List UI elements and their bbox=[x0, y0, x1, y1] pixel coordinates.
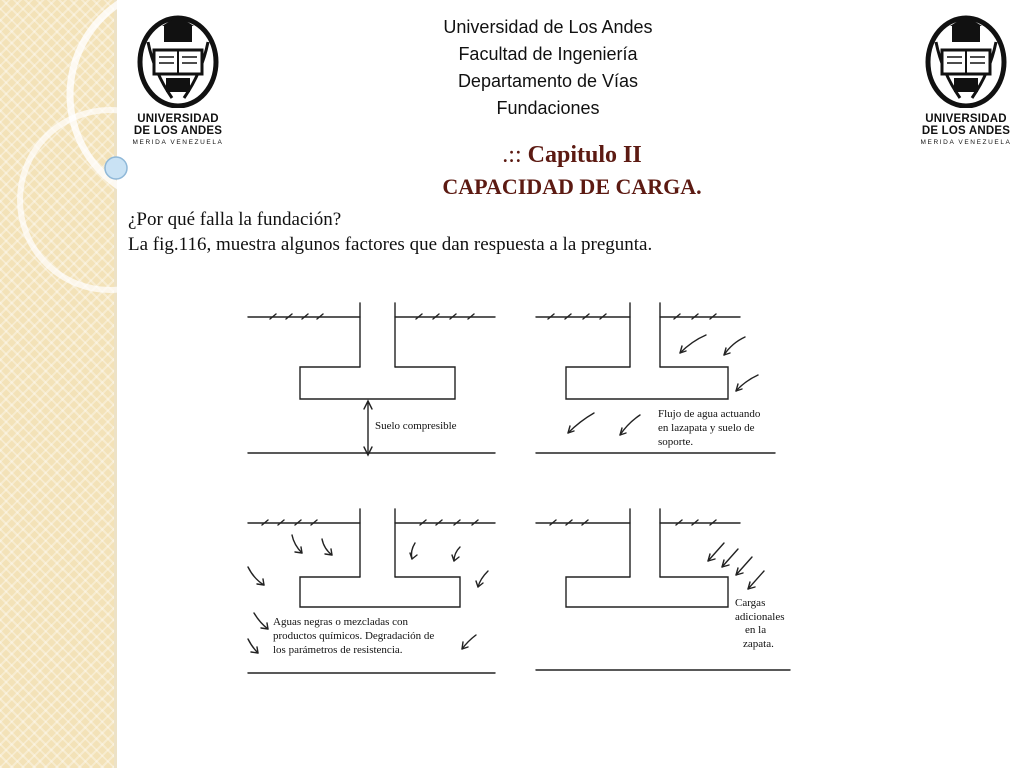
chapter-title: Capitulo II bbox=[527, 142, 642, 168]
label-suelo-compresible: Suelo compresible bbox=[375, 420, 457, 432]
body-description: La fig.116, muestra algunos factores que dan respuesta a la pregunta. bbox=[128, 234, 653, 255]
logo-name-line2: DE LOS ANDES bbox=[921, 125, 1011, 137]
decorative-dot bbox=[105, 157, 127, 179]
logo-name-line2: DE LOS ANDES bbox=[133, 125, 223, 137]
body-text bbox=[128, 207, 652, 257]
header-faculty: Facultad de Ingeniería bbox=[458, 44, 638, 64]
figure-116 bbox=[240, 295, 800, 685]
label-sewage-line1: Aguas negras o mezcladas con bbox=[273, 616, 409, 628]
logo-sub: MERIDA VENEZUELA bbox=[132, 139, 224, 146]
header-course: Fundaciones bbox=[496, 98, 600, 118]
logo-name-line1: UNIVERSIDAD bbox=[137, 113, 219, 125]
header-university: Universidad de Los Andes bbox=[443, 17, 653, 37]
label-additional-loads bbox=[735, 597, 784, 651]
panel-compressible-soil bbox=[248, 303, 495, 455]
label-water-flow-line2: en lazapata y suelo de bbox=[658, 422, 755, 434]
decorative-circles bbox=[0, 0, 130, 330]
header-department: Departamento de Vías bbox=[457, 71, 639, 91]
crest-icon bbox=[132, 12, 224, 108]
university-logo-right bbox=[920, 12, 1012, 152]
label-water-flow-line1: Flujo de agua actuando bbox=[658, 408, 761, 420]
label-water-flow-line3: soporte. bbox=[658, 436, 694, 448]
label-water-flow bbox=[658, 407, 760, 449]
header bbox=[400, 14, 696, 122]
label-sewage-line3: los parámetros de resistencia. bbox=[273, 644, 403, 656]
label-sewage-line2: productos químicos. Degradación de bbox=[273, 630, 435, 642]
label-loads-line2: adicionales bbox=[735, 610, 785, 623]
label-loads-line1: Cargas bbox=[735, 597, 766, 609]
chapter-subtitle: CAPACIDAD DE CARGA. bbox=[442, 174, 702, 199]
body-question: ¿Por qué falla la fundación? bbox=[128, 209, 342, 230]
label-loads-line4: zapata. bbox=[743, 637, 774, 650]
logo-name-line1: UNIVERSIDAD bbox=[925, 113, 1007, 125]
university-logo-left bbox=[132, 12, 224, 152]
chapter-title-block bbox=[400, 140, 744, 202]
label-sewage bbox=[273, 615, 434, 657]
logo-sub: MERIDA VENEZUELA bbox=[920, 139, 1012, 146]
chapter-prefix: .:: bbox=[502, 142, 528, 168]
crest-icon bbox=[920, 12, 1012, 108]
label-loads-line3: en la bbox=[745, 624, 767, 636]
